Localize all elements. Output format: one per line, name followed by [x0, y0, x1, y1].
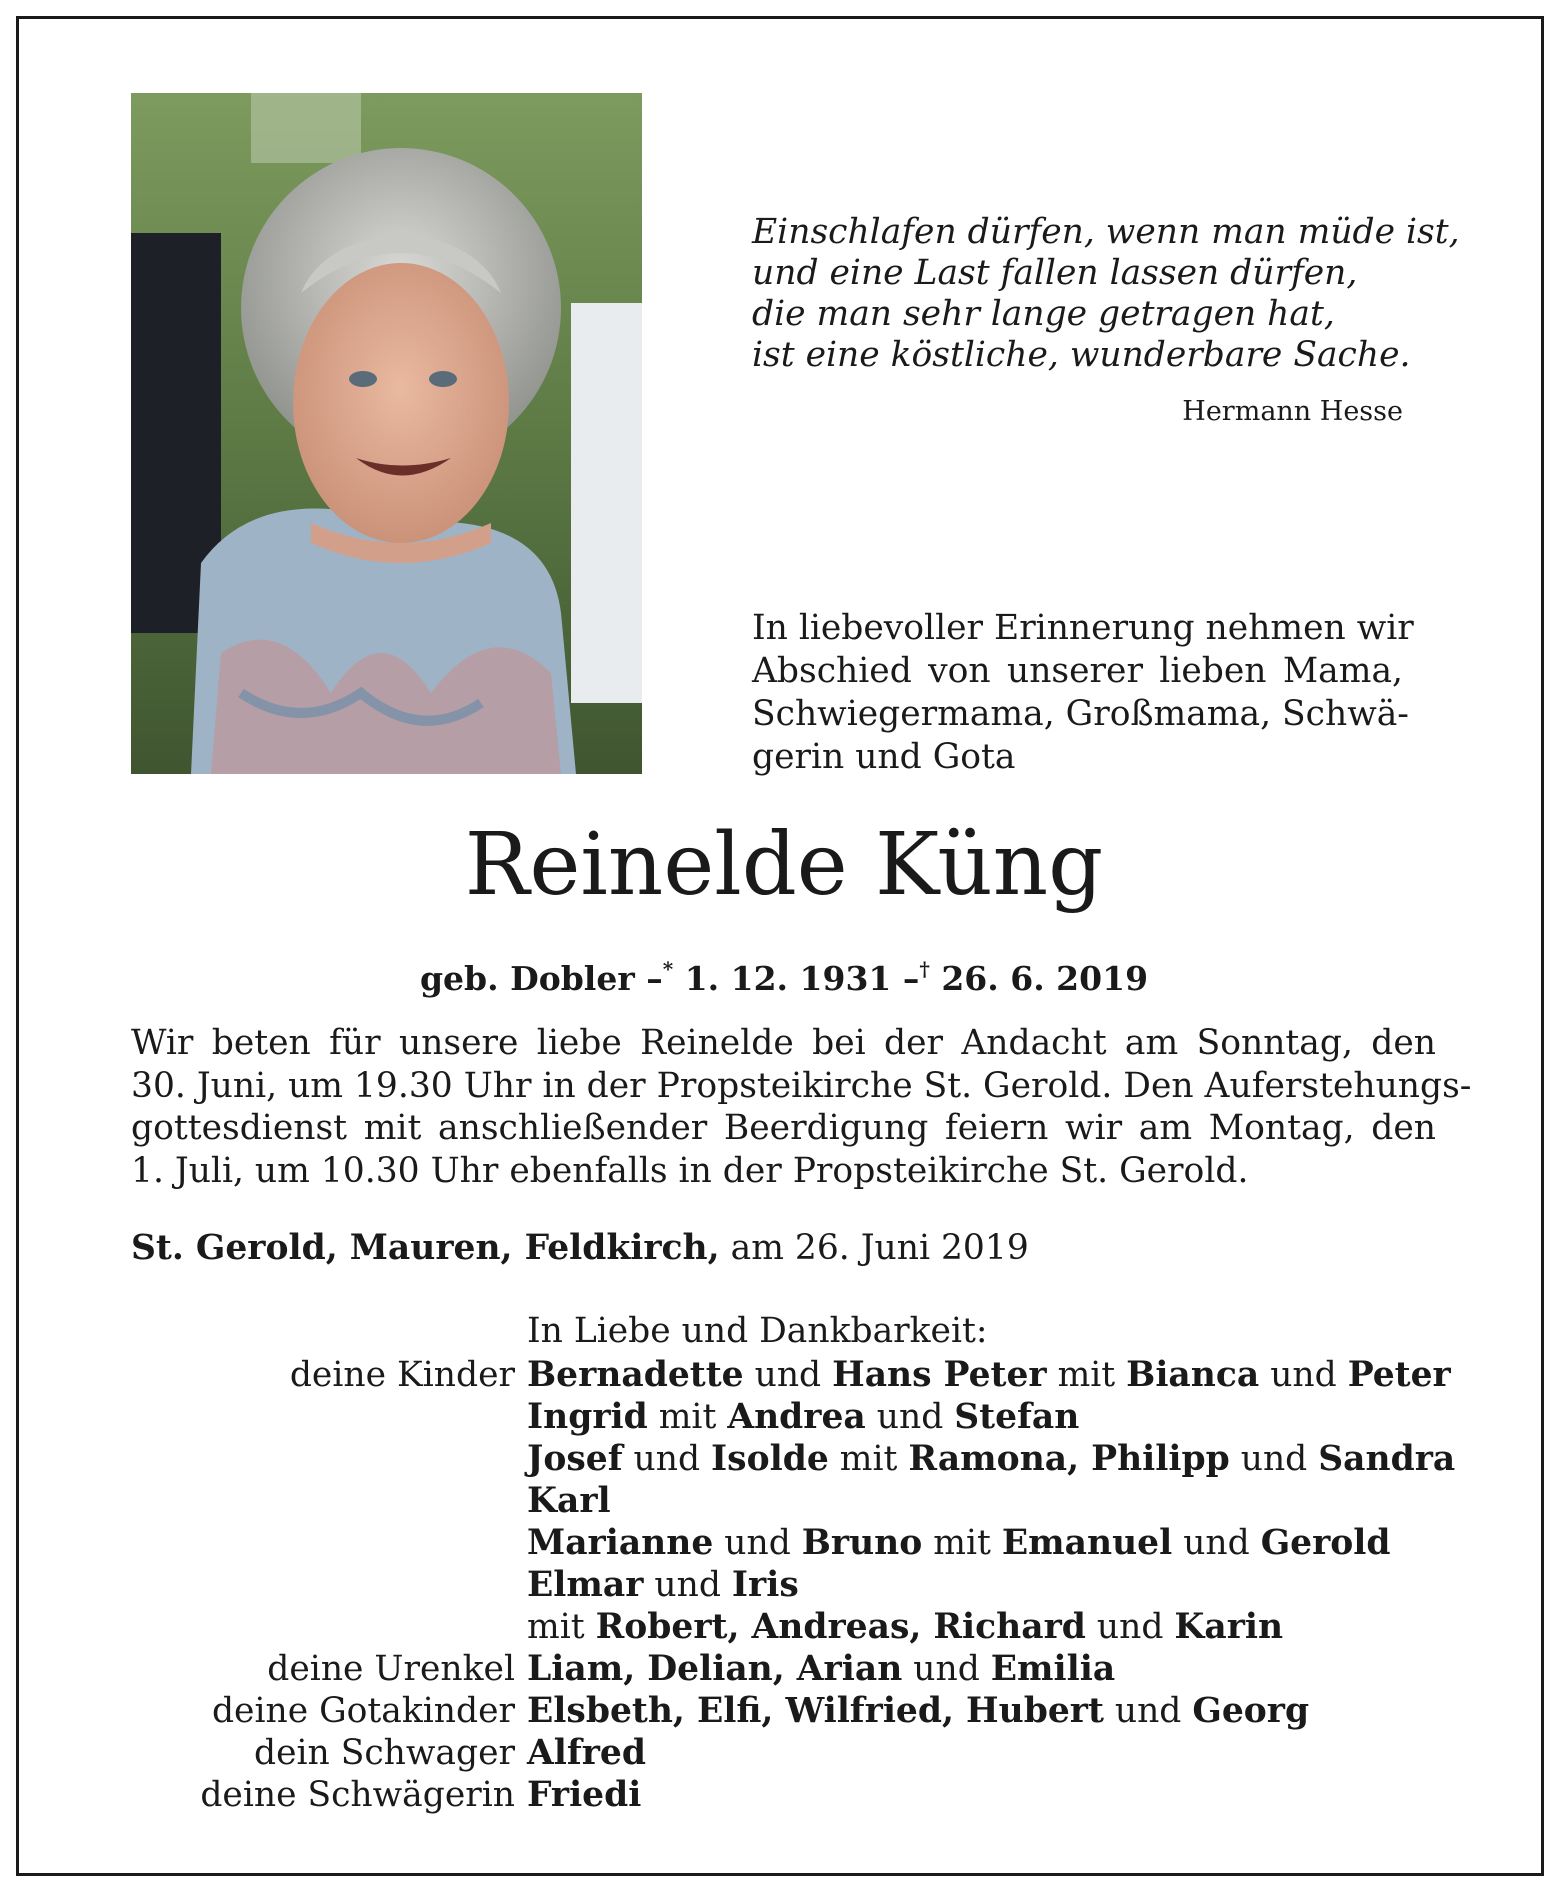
person-name: Georg	[1192, 1691, 1310, 1731]
relation-label: dein Schwager	[254, 1733, 515, 1773]
person-name: Hans Peter	[832, 1355, 1047, 1395]
family-names	[527, 1396, 1079, 1438]
person-name: Ramona, Philipp	[908, 1439, 1230, 1479]
conjunction: mit	[839, 1439, 898, 1479]
person-name: Ingrid	[527, 1397, 648, 1437]
death-date: 26. 6. 2019	[941, 959, 1149, 998]
birth-date: 1. 12. 1931	[684, 959, 892, 998]
portrait-photo	[131, 93, 642, 774]
family-row	[0, 1522, 1568, 1564]
person-name: Emilia	[990, 1649, 1116, 1689]
family-names	[527, 1354, 1451, 1396]
relation-label: deine Urenkel	[267, 1649, 515, 1689]
deceased-name: Reinelde Küng	[464, 815, 1104, 915]
family-names	[527, 1774, 641, 1816]
family-row	[0, 1396, 1568, 1438]
poem-author: Hermann Hesse	[1182, 396, 1403, 427]
family-row	[0, 1438, 1568, 1480]
family-row	[0, 1690, 1568, 1732]
person-name: Bernadette	[527, 1355, 744, 1395]
conjunction: mit	[527, 1607, 585, 1647]
family-names	[527, 1732, 646, 1774]
relation-label: deine Schwägerin	[200, 1775, 515, 1815]
place-names: St. Gerold, Mauren, Feldkirch,	[131, 1228, 720, 1268]
family-row	[0, 1564, 1568, 1606]
conjunction: und	[913, 1649, 980, 1689]
family-names	[527, 1648, 1115, 1690]
intro-line: gerin und Gota	[752, 737, 1016, 777]
person-name: Marianne	[527, 1523, 714, 1563]
person-name: Gerold	[1260, 1523, 1391, 1563]
family-row	[0, 1648, 1568, 1690]
intro-text	[752, 607, 1414, 779]
family-row	[0, 1774, 1568, 1816]
person-name: Robert, Andreas, Richard	[595, 1607, 1086, 1647]
family-row	[0, 1606, 1568, 1648]
conjunction: mit	[933, 1523, 991, 1563]
family-names	[527, 1564, 799, 1606]
relation-label: deine Gotakinder	[211, 1691, 515, 1731]
family-names	[527, 1480, 611, 1522]
person-name: Josef	[527, 1439, 623, 1479]
person-name: Andrea	[727, 1397, 866, 1437]
conjunction: und	[724, 1523, 791, 1563]
conjunction: und	[1270, 1355, 1337, 1395]
poem-line: und eine Last fallen lassen dürfen,	[752, 253, 1358, 293]
notice-date: am 26. Juni 2019	[730, 1228, 1029, 1268]
conjunction: mit	[658, 1397, 717, 1437]
family-names	[527, 1690, 1309, 1732]
person-name: Stefan	[954, 1397, 1080, 1437]
announcement-line: gottesdienst mit anschließender Beerdigung feiern wir am Montag, den	[131, 1108, 1436, 1148]
conjunction: und	[754, 1355, 822, 1395]
conjunction: und	[876, 1397, 944, 1437]
person-name: Karl	[527, 1481, 611, 1521]
person-name: Karin	[1174, 1607, 1284, 1647]
portrait-illustration	[131, 93, 642, 774]
conjunction: und	[654, 1565, 721, 1605]
conjunction: und	[1183, 1523, 1250, 1563]
conjunction: und	[1096, 1607, 1164, 1647]
family-row	[0, 1732, 1568, 1774]
family-names	[527, 1606, 1283, 1648]
intro-line: Abschied von unserer lieben Mama,	[752, 651, 1403, 691]
birth-death-line	[0, 947, 1568, 1001]
person-name: Bruno	[801, 1523, 923, 1563]
person-name: Elmar	[527, 1565, 644, 1605]
person-name: Friedi	[527, 1775, 642, 1815]
family-names	[527, 1438, 1455, 1480]
family-row	[0, 1354, 1568, 1396]
poem-line: die man sehr lange getragen hat,	[752, 294, 1335, 334]
poem-line: Einschlafen dürfen, wenn man müde ist,	[752, 212, 1460, 252]
person-name: Alfred	[527, 1733, 646, 1773]
birth-name: geb. Dobler	[419, 959, 635, 998]
thanks-heading: In Liebe und Dankbarkeit:	[527, 1311, 988, 1351]
announcement-text	[131, 1022, 1472, 1192]
conjunction: mit	[1057, 1355, 1116, 1395]
family-list	[0, 1354, 1568, 1816]
conjunction: und	[633, 1439, 701, 1479]
intro-line: Schwiegermama, Großmama, Schwä-	[752, 694, 1409, 734]
person-name: Emanuel	[1001, 1523, 1173, 1563]
family-row	[0, 1480, 1568, 1522]
person-name: Sandra	[1318, 1439, 1456, 1479]
conjunction: und	[1240, 1439, 1308, 1479]
dash: –	[646, 959, 663, 998]
relation-label: deine Kinder	[289, 1355, 515, 1395]
conjunction: und	[1114, 1691, 1182, 1731]
announcement-line: 1. Juli, um 10.30 Uhr ebenfalls in der Propsteikirche St. Gerold.	[131, 1150, 1249, 1191]
person-name: Iris	[731, 1565, 799, 1605]
dash: –	[902, 959, 920, 998]
person-name: Liam, Delian, Arian	[527, 1649, 903, 1689]
intro-line: In liebevoller Erinnerung nehmen wir	[752, 608, 1414, 648]
poem-line: ist eine köstliche, wunderbare Sache.	[752, 335, 1411, 375]
poem	[752, 212, 1460, 376]
person-name: Isolde	[711, 1439, 829, 1479]
person-name: Bianca	[1126, 1355, 1260, 1395]
born-symbol: *	[662, 957, 674, 981]
person-name: Elsbeth, Elfi, Wilfried, Hubert	[527, 1691, 1104, 1731]
died-symbol: †	[919, 957, 930, 981]
family-names	[527, 1522, 1391, 1564]
announcement-line: 30. Juni, um 19.30 Uhr in der Propsteikirche St. Gerold. Den Auferstehungs-	[131, 1065, 1472, 1106]
person-name: Peter	[1347, 1355, 1451, 1395]
announcement-line: Wir beten für unsere liebe Reinelde bei der Andacht am Sonntag, den	[131, 1023, 1436, 1063]
place-date-line	[131, 1226, 1436, 1270]
